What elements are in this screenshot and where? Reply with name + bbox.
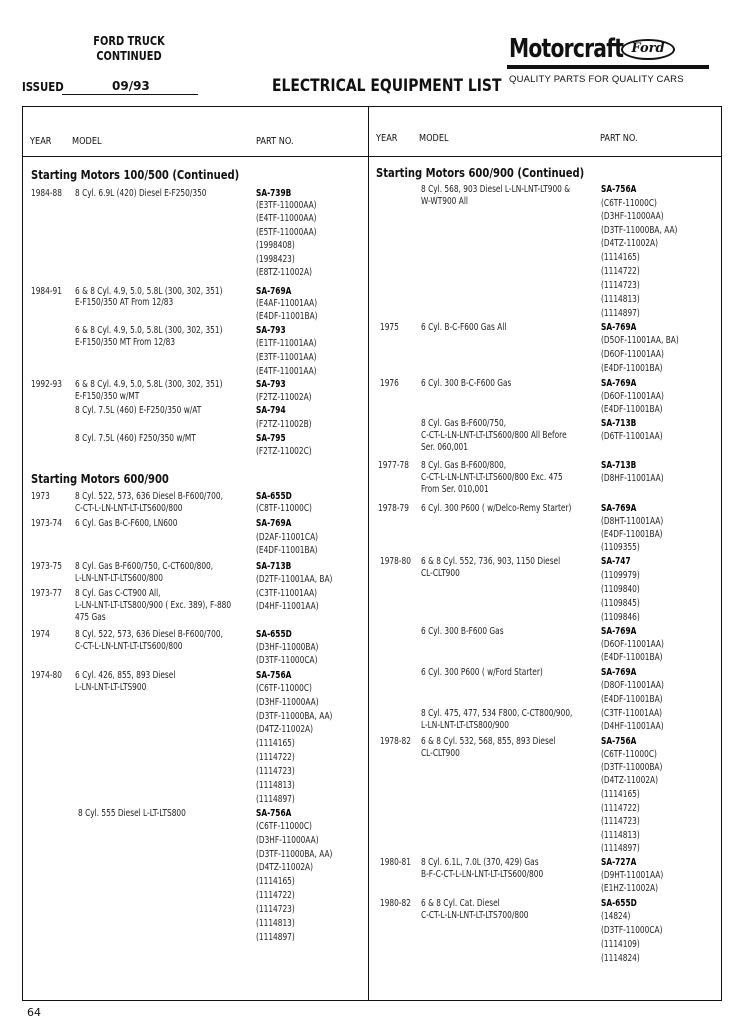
model-cell: B-F-C-CT-L-LN-LNT-LT-LTS600/800 <box>421 869 544 880</box>
year-cell: 1976 <box>380 378 399 389</box>
part-cell: (1114722) <box>601 266 640 277</box>
part-cell: (E4DF-11001BA) <box>601 652 663 663</box>
part-cell: SA-769A <box>601 322 637 333</box>
model-cell: E-F150/350 MT From 12/83 <box>75 337 176 348</box>
list-title: ELECTRICAL EQUIPMENT LIST <box>272 76 502 96</box>
col-model-left: MODEL <box>72 136 102 147</box>
part-cell: (D9HT-11001AA) <box>601 870 664 881</box>
part-cell: (E4DF-11001BA) <box>601 529 663 540</box>
motorcraft-logo: Motorcraft <box>509 34 624 64</box>
header-line-2: CONTINUED <box>96 49 162 63</box>
section-title: Starting Motors 600/900 <box>31 471 169 486</box>
model-cell: 8 Cyl. 7.5L (460) F250/350 w/MT <box>75 433 196 444</box>
year-cell: 1980-82 <box>380 898 411 909</box>
model-cell: 8 Cyl. 522, 573, 636 Diesel B-F600/700, <box>75 491 223 502</box>
part-cell: (1114897) <box>601 843 640 854</box>
year-cell: 1973-74 <box>31 518 62 529</box>
part-cell: SA-756A <box>256 670 292 681</box>
issued-date: 09/93 <box>112 79 150 93</box>
year-cell: 1977-78 <box>378 460 409 471</box>
model-cell: 475 Gas <box>75 612 106 623</box>
part-cell: SA-713B <box>601 460 637 471</box>
part-cell: (1109840) <box>601 584 640 595</box>
part-cell: SA-655D <box>256 629 292 640</box>
part-cell: SA-655D <box>256 491 292 502</box>
part-cell: (C6TF-11000C) <box>256 821 312 832</box>
part-cell: (E3TF-11001AA) <box>256 352 317 363</box>
part-cell: (D4TZ-11002A) <box>601 238 659 249</box>
part-cell: SA-756A <box>601 736 637 747</box>
model-cell: L-LN-LNT-LT-LTS800/900 <box>421 720 509 731</box>
part-cell: (C3TF-11001AA) <box>601 708 663 719</box>
part-cell: (E8TZ-11002A) <box>256 267 312 278</box>
part-cell: (D3TF-11000CA) <box>601 925 663 936</box>
issued-underline <box>62 94 198 95</box>
model-cell: 6 & 8 Cyl. 4.9, 5.0, 5.8L (300, 302, 351) <box>75 379 223 390</box>
part-cell: (D2TF-11001AA, BA) <box>256 574 333 585</box>
part-cell: SA-769A <box>601 667 637 678</box>
part-cell: SA-713B <box>256 561 292 572</box>
model-cell: 6 & 8 Cyl. 4.9, 5.0, 5.8L (300, 302, 351) <box>75 325 223 336</box>
part-cell: SA-769A <box>601 378 637 389</box>
part-cell: (1114723) <box>601 816 640 827</box>
part-cell: (E4DF-11001BA) <box>601 404 663 415</box>
part-cell: (1114813) <box>256 918 295 929</box>
year-cell: 1984-88 <box>31 188 62 199</box>
model-cell: C-CT-L-LN-LNT-LT-LTS700/800 <box>421 910 529 921</box>
part-cell: (E5TF-11000AA) <box>256 227 317 238</box>
part-cell: SA-727A <box>601 857 637 868</box>
part-cell: (D8HT-11001AA) <box>601 516 664 527</box>
model-cell: 8 Cyl. Gas B-F600/750, C-CT600/800, <box>75 561 214 572</box>
model-cell: C-CT-L-LN-LNT-LT-LTS600/800 <box>75 503 183 514</box>
part-cell: SA-769A <box>601 626 637 637</box>
model-cell: 6 Cyl. Gas B-C-F600, LN600 <box>75 518 178 529</box>
part-cell: (C6TF-11000C) <box>601 749 657 760</box>
part-cell: (D3HF-11000AA) <box>256 835 319 846</box>
part-cell: (1114723) <box>256 904 295 915</box>
part-cell: (E4DF-11001BA) <box>256 311 318 322</box>
model-cell: CL-CLT900 <box>421 748 460 759</box>
model-cell: L-LN-LNT-LT-LTS900 <box>75 682 147 693</box>
col-year-left: YEAR <box>30 136 52 147</box>
part-cell: (1114813) <box>601 294 640 305</box>
model-cell: 8 Cyl. 475, 477, 534 F800, C-CT800/900, <box>421 708 573 719</box>
part-cell: (1114722) <box>256 752 295 763</box>
part-cell: (E1HZ-11002A) <box>601 883 659 894</box>
part-cell: (D3TF-11000BA) <box>601 762 663 773</box>
part-cell: (D4TZ-11002A) <box>601 775 659 786</box>
part-cell: (D6OF-11001AA) <box>601 349 664 360</box>
part-cell: (1114723) <box>601 280 640 291</box>
part-cell: SA-756A <box>601 184 637 195</box>
header-rule <box>23 156 721 157</box>
part-cell: (1114165) <box>256 738 295 749</box>
part-cell: SA-794 <box>256 405 286 416</box>
year-cell: 1984-91 <box>31 286 62 297</box>
brand-tagline: QUALITY PARTS FOR QUALITY CARS <box>509 74 684 85</box>
part-cell: (D3TF-11000BA, AA) <box>601 225 678 236</box>
year-cell: 1978-82 <box>380 736 411 747</box>
part-cell: SA-769A <box>256 286 292 297</box>
model-cell: C-CT-L-LN-LNT-LT-LTS600/800 All Before <box>421 430 567 441</box>
model-cell: 8 Cyl. 522, 573, 636 Diesel B-F600/700, <box>75 629 223 640</box>
part-cell: (F2TZ-11002B) <box>256 419 312 430</box>
year-cell: 1992-93 <box>31 379 62 390</box>
part-cell: (1109846) <box>601 612 640 623</box>
model-cell: 6 Cyl. 426, 855, 893 Diesel <box>75 670 176 681</box>
year-cell: 1973 <box>31 491 50 502</box>
model-cell: Ser. 060,001 <box>421 442 468 453</box>
part-cell: (E1TF-11001AA) <box>256 338 317 349</box>
part-cell: (1114813) <box>601 830 640 841</box>
part-cell: (D3TF-11000BA, AA) <box>256 849 333 860</box>
section-title: Starting Motors 600/900 (Continued) <box>376 165 585 180</box>
part-cell: (D8HF-11001AA) <box>601 473 664 484</box>
model-cell: E-F150/350 w/MT <box>75 391 140 402</box>
year-cell: 1978-79 <box>378 503 409 514</box>
section-title: Starting Motors 100/500 (Continued) <box>31 167 240 182</box>
part-cell: SA-756A <box>256 808 292 819</box>
part-cell: SA-739B <box>256 188 292 199</box>
part-cell: (1114165) <box>601 252 640 263</box>
part-cell: (E4TF-11000AA) <box>256 213 317 224</box>
model-cell: 6 Cyl. 300 B-F600 Gas <box>421 626 504 637</box>
year-cell: 1974 <box>31 629 50 640</box>
model-cell: W-WT900 All <box>421 196 468 207</box>
part-cell: (D2AF-11001CA) <box>256 532 319 543</box>
model-cell: From Ser. 010,001 <box>421 484 489 495</box>
part-cell: (D8OF-11001AA) <box>601 680 664 691</box>
part-cell: SA-769A <box>256 518 292 529</box>
part-cell: SA-793 <box>256 325 286 336</box>
part-cell: SA-793 <box>256 379 286 390</box>
year-cell: 1973-77 <box>31 588 62 599</box>
model-cell: 6 Cyl. 300 P600 ( w/Delco-Remy Starter) <box>421 503 572 514</box>
model-cell: 8 Cyl. 7.5L (460) E-F250/350 w/AT <box>75 405 202 416</box>
part-cell: (1114824) <box>601 953 640 964</box>
issued-label: ISSUED <box>22 80 64 94</box>
model-cell: 6 Cyl. 300 P600 ( w/Ford Starter) <box>421 667 543 678</box>
part-cell: (F2TZ-11002C) <box>256 446 312 457</box>
part-cell: (D4HF-11001AA) <box>601 721 664 732</box>
part-cell: (E4DF-11001BA) <box>601 363 663 374</box>
col-part-right: PART NO. <box>600 133 638 144</box>
part-cell: (D6TF-11001AA) <box>601 431 663 442</box>
model-cell: 8 Cyl. Gas B-F600/750, <box>421 418 507 429</box>
part-cell: SA-769A <box>601 503 637 514</box>
column-divider <box>368 107 369 1001</box>
model-cell: 8 Cyl. Gas C-CT900 All, <box>75 588 161 599</box>
part-cell: (E4DF-11001BA) <box>256 545 318 556</box>
part-cell: (1114722) <box>601 803 640 814</box>
part-cell: SA-655D <box>601 898 637 909</box>
year-cell: 1973-75 <box>31 561 62 572</box>
page-number: 64 <box>27 1006 41 1019</box>
part-cell: (1109355) <box>601 542 640 553</box>
part-cell: (1114109) <box>601 939 640 950</box>
model-cell: 6 & 8 Cyl. 552, 736, 903, 1150 Diesel <box>421 556 561 567</box>
model-cell: 8 Cyl. Gas B-F600/800, <box>421 460 507 471</box>
part-cell: (1114165) <box>601 789 640 800</box>
part-cell: (1109845) <box>601 598 640 609</box>
part-cell: (E4DF-11001BA) <box>601 694 663 705</box>
part-cell: (C6TF-11000C) <box>601 198 657 209</box>
part-cell: (1114897) <box>256 932 295 943</box>
col-part-left: PART NO. <box>256 136 294 147</box>
model-cell: 6 & 8 Cyl. 4.9, 5.0, 5.8L (300, 302, 351) <box>75 286 223 297</box>
part-cell: (D3HF-11000BA) <box>256 642 319 653</box>
part-cell: SA-747 <box>601 556 631 567</box>
model-cell: L-LN-LNT-LT-LTS800/900 ( Exc. 389), F-880 <box>75 600 232 611</box>
part-cell: (1114813) <box>256 780 295 791</box>
model-cell: 6 Cyl. B-C-F600 Gas All <box>421 322 507 333</box>
model-cell: 8 Cyl. 568, 903 Diesel L-LN-LNT-LT900 & <box>421 184 571 195</box>
part-cell: (D3TF-11000BA, AA) <box>256 711 333 722</box>
ford-oval-logo <box>621 39 675 60</box>
part-cell: (1998423) <box>256 254 295 265</box>
part-cell: (1109979) <box>601 570 640 581</box>
part-cell: (D6OF-11001AA) <box>601 391 664 402</box>
model-cell: C-CT-L-LN-LNT-LT-LTS600/800 Exc. 475 <box>421 472 563 483</box>
part-cell: (E4TF-11001AA) <box>256 366 317 377</box>
part-cell: (1114722) <box>256 890 295 901</box>
part-cell: (C3TF-11001AA) <box>256 588 318 599</box>
part-cell: (1114723) <box>256 766 295 777</box>
part-cell: (E3TF-11000AA) <box>256 200 317 211</box>
part-cell: SA-795 <box>256 433 286 444</box>
part-cell: (D4HF-11001AA) <box>256 601 319 612</box>
year-cell: 1980-81 <box>380 857 411 868</box>
part-cell: (D3HF-11000AA) <box>601 211 664 222</box>
part-cell: (D3HF-11000AA) <box>256 697 319 708</box>
header-line-1: FORD TRUCK <box>93 34 165 48</box>
year-cell: 1975 <box>380 322 399 333</box>
part-cell: (D6OF-11001AA) <box>601 639 664 650</box>
model-cell: 6 Cyl. 300 B-C-F600 Gas <box>421 378 512 389</box>
part-cell: (D5OF-11001AA, BA) <box>601 335 679 346</box>
part-cell: SA-713B <box>601 418 637 429</box>
brand-rule <box>507 65 709 69</box>
model-cell: 6 & 8 Cyl. 532, 568, 855, 893 Diesel <box>421 736 556 747</box>
part-cell: (C8TF-11000C) <box>256 503 312 514</box>
model-cell: E-F150/350 AT From 12/83 <box>75 297 174 308</box>
part-cell: (14824) <box>601 911 631 922</box>
col-model-right: MODEL <box>419 133 449 144</box>
part-cell: (1114897) <box>256 794 295 805</box>
model-cell: 8 Cyl. 555 Diesel L-LT-LTS800 <box>78 808 186 819</box>
part-cell: (1998408) <box>256 240 295 251</box>
model-cell: 6 & 8 Cyl. Cat. Diesel <box>421 898 500 909</box>
year-cell: 1974-80 <box>31 670 62 681</box>
part-cell: (D4TZ-11002A) <box>256 862 314 873</box>
col-year-right: YEAR <box>376 133 398 144</box>
model-cell: C-CT-L-LN-LNT-LT-LTS600/800 <box>75 641 183 652</box>
year-cell: 1978-80 <box>380 556 411 567</box>
model-cell: 8 Cyl. 6.9L (420) Diesel E-F250/350 <box>75 188 207 199</box>
model-cell: CL-CLT900 <box>421 568 460 579</box>
model-cell: 8 Cyl. 6.1L, 7.0L (370, 429) Gas <box>421 857 539 868</box>
part-cell: (E4AF-11001AA) <box>256 298 318 309</box>
part-cell: (F2TZ-11002A) <box>256 392 312 403</box>
part-cell: (D4TZ-11002A) <box>256 724 314 735</box>
part-cell: (1114897) <box>601 308 640 319</box>
part-cell: (1114165) <box>256 876 295 887</box>
model-cell: L-LN-LNT-LT-LTS600/800 <box>75 573 163 584</box>
part-cell: (C6TF-11000C) <box>256 683 312 694</box>
ford-logo-text: Ford <box>631 41 665 56</box>
part-cell: (D3TF-11000CA) <box>256 655 318 666</box>
